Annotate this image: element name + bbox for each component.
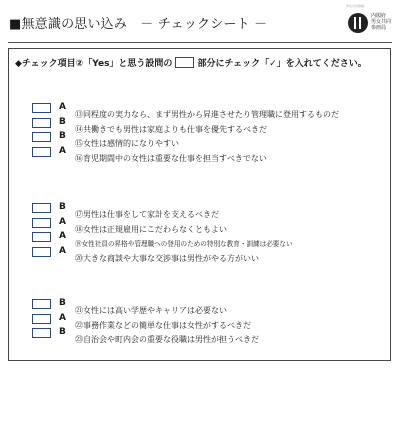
category-letter: A	[59, 312, 66, 323]
category-letter: B	[59, 202, 66, 212]
answer-checkbox[interactable]	[32, 218, 51, 228]
question-text: 女性は正規雇用にこだわらなくともよい	[83, 224, 227, 234]
question-number: ㉑	[75, 306, 83, 315]
question-label	[75, 246, 259, 265]
answer-checkbox[interactable]	[32, 247, 51, 257]
category-letter: A	[59, 245, 66, 256]
answer-checkbox[interactable]	[32, 299, 51, 309]
question-text: 共働きでも男性は家庭よりも仕事を優先するべきだ	[83, 124, 267, 134]
category-letter: A	[59, 216, 66, 227]
question-text: 事務作業などの簡単な仕事は女性がするべきだ	[83, 320, 251, 330]
answer-checkbox[interactable]	[32, 314, 51, 324]
answer-checkbox[interactable]	[32, 203, 51, 213]
question-number: ⑰	[75, 210, 83, 219]
header-divider	[8, 42, 392, 43]
question-text: 同程度の実力なら、まず男性から昇進させたり管理職に登用するものだ	[83, 110, 339, 119]
answer-checkbox[interactable]	[32, 132, 51, 142]
logo-org-line: 参画局	[371, 25, 387, 32]
question-number: ㉒	[75, 320, 83, 330]
answer-checkbox[interactable]	[32, 232, 51, 242]
answer-checkbox[interactable]	[32, 103, 51, 113]
category-letter: B	[59, 131, 66, 141]
question-number: ⑯	[75, 153, 83, 163]
logo-org-line: 男女共同	[371, 19, 392, 26]
question-number: ⑳	[75, 253, 83, 263]
page-title: ■無意識の思い込み － チェックシート －	[9, 17, 268, 32]
category-letter: A	[59, 145, 66, 156]
question-number: ⑱	[75, 224, 83, 234]
logo-org-line: 内閣府	[371, 13, 387, 19]
question-text: 自治会や町内会の重要な役職は男性が担うべきだ	[83, 335, 259, 344]
question-number: ⑬	[75, 110, 83, 119]
example-checkbox-icon	[175, 57, 194, 68]
category-letter: A	[59, 102, 66, 112]
checklist-sheet	[8, 48, 391, 361]
question-label	[75, 146, 267, 165]
instruction-suffix: 部分にチェック「✓」を入れてください。	[197, 59, 367, 69]
question-text: 女性社員の昇格や管理職への登用のための特別な教育・訓練は必要ない	[81, 240, 293, 248]
logo-org-name	[371, 13, 395, 32]
category-letter: B	[59, 327, 66, 337]
instruction-prefix: ◆チェック項目②「Yes」と思う設問の	[15, 59, 173, 69]
instruction-text	[15, 56, 367, 69]
question-number: ⑲	[75, 240, 82, 248]
question-label	[75, 327, 259, 346]
question-text: 育児期間中の女性は重要な仕事を担当すべきでない	[83, 153, 267, 163]
question-number: ⑭	[75, 124, 83, 134]
category-letter: A	[59, 231, 66, 241]
logo-tagline: 男女共同参画	[346, 4, 365, 8]
question-text: 女性には高い学歴やキャリアは必要ない	[83, 306, 227, 315]
question-text: 大きな商談や大事な交渉事は男性がやる方がいい	[83, 253, 259, 263]
logo-mark-icon	[348, 13, 368, 33]
category-letter: B	[59, 116, 66, 127]
question-text: 男性は仕事をして家計を支えるべきだ	[83, 210, 219, 219]
question-number: ⑮	[75, 139, 83, 148]
answer-checkbox[interactable]	[32, 328, 51, 338]
cabinet-office-logo	[346, 4, 396, 40]
answer-checkbox[interactable]	[32, 118, 51, 128]
page-header	[0, 0, 400, 42]
category-letter: B	[59, 298, 66, 308]
question-number: ㉓	[75, 335, 83, 344]
answer-checkbox[interactable]	[32, 147, 51, 157]
question-text: 女性は感情的になりやすい	[83, 139, 179, 148]
